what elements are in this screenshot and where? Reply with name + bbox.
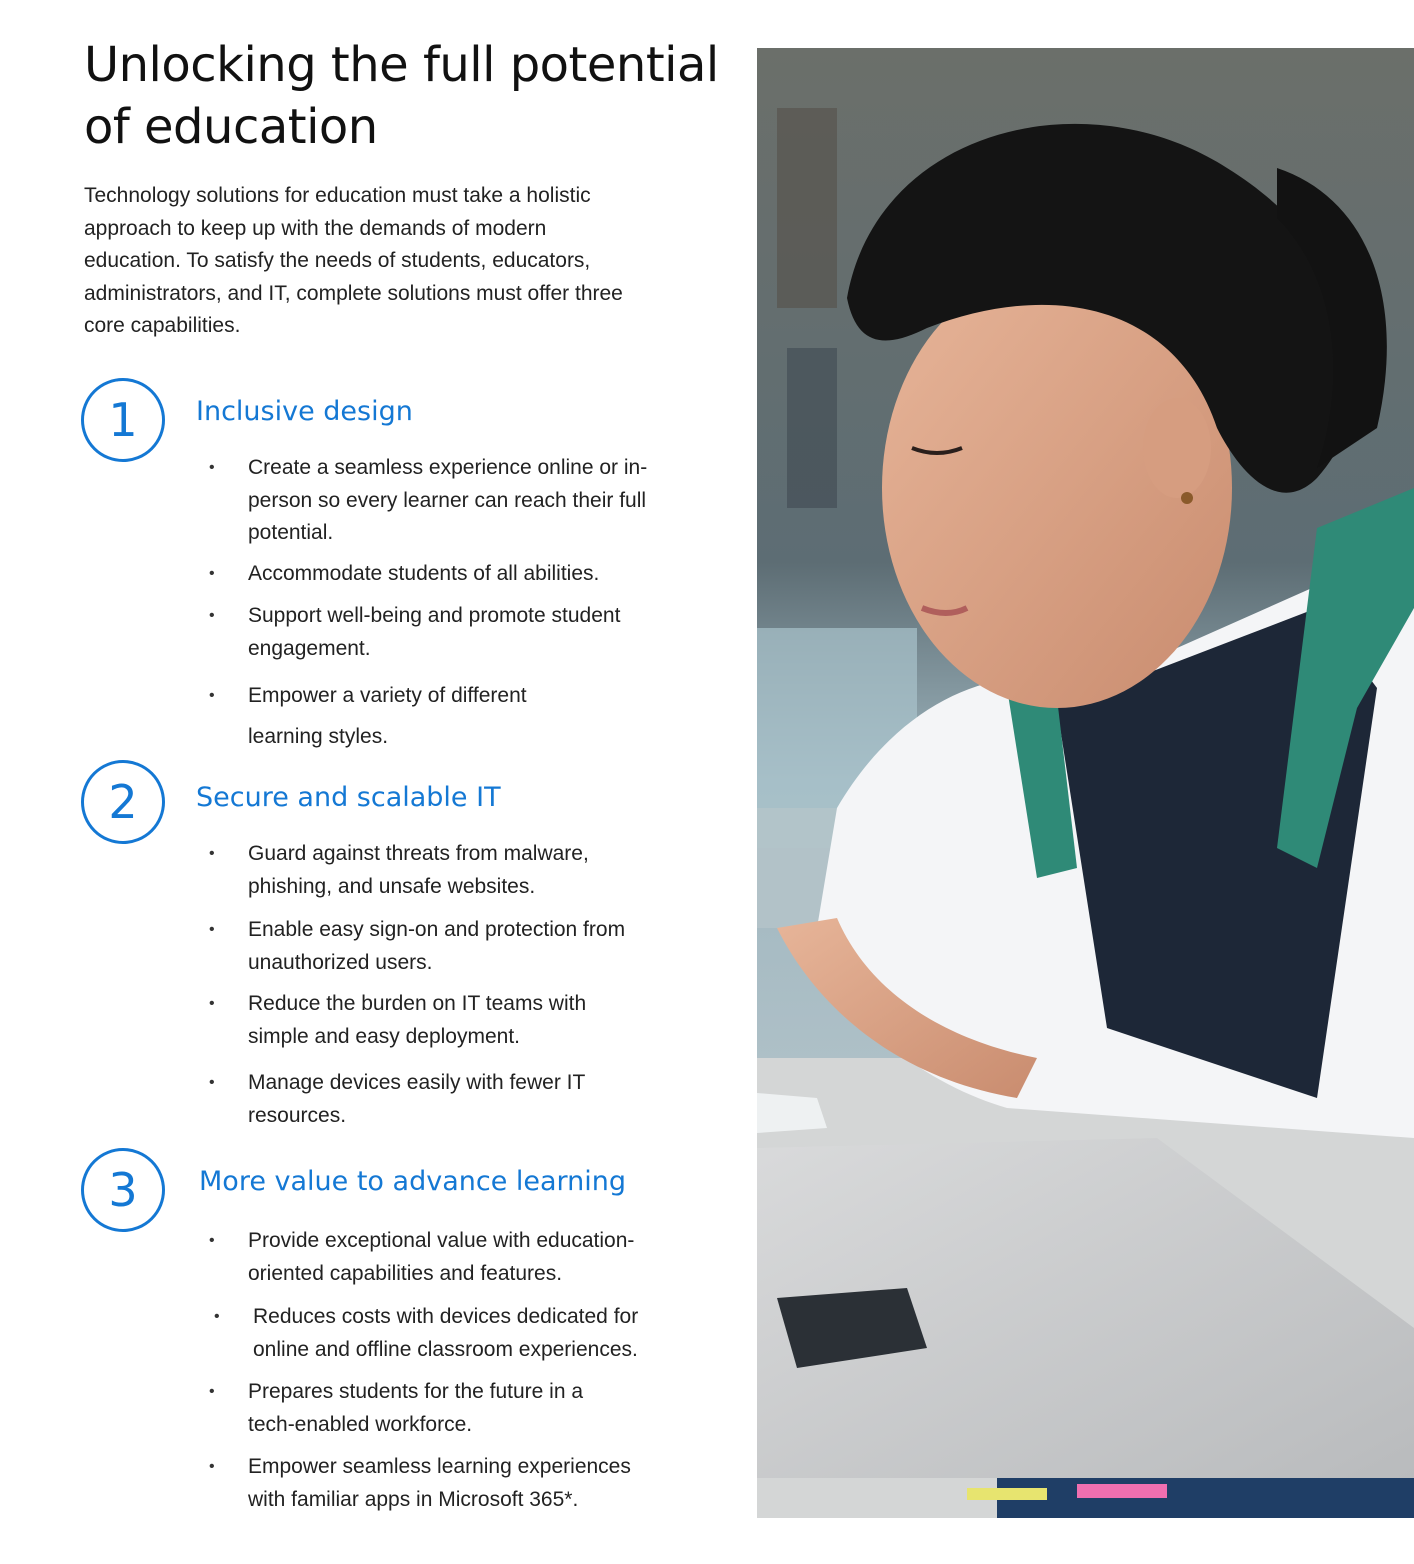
bullet-item: • Guard against threats from malware, phishing, and unsafe websites. bbox=[248, 838, 648, 903]
section-title: Secure and scalable IT bbox=[196, 782, 501, 813]
bullet-item: • Reduces costs with devices dedicated for online and offline classroom experiences. bbox=[253, 1301, 683, 1366]
bullet-item: • Accommodate students of all abilities. bbox=[248, 558, 688, 591]
intro-paragraph: Technology solutions for education must take a holistic approach to keep up with the demands of modern education. To satisfy the needs of students, educators, administrators, and IT, complete solutions must offer three core capabilities. bbox=[84, 184, 623, 337]
bullet-item: • Manage devices easily with fewer IT resources. bbox=[248, 1067, 608, 1132]
section-number-badge: 3 bbox=[81, 1148, 165, 1232]
bullet-item: • Enable easy sign-on and protection from unauthorized users. bbox=[248, 914, 628, 979]
bullet-item: • Support well-being and promote student engagement. bbox=[248, 600, 688, 665]
bullet-item: • Reduce the burden on IT teams with simple and easy deployment. bbox=[248, 988, 648, 1053]
bullet-item: • Prepares students for the future in a tech-enabled workforce. bbox=[248, 1376, 628, 1441]
section-number-badge: 1 bbox=[81, 378, 165, 462]
student-photo bbox=[757, 48, 1414, 1518]
bullet-item: • Empower a variety of different learning styles. bbox=[248, 675, 578, 757]
section-title: Inclusive design bbox=[196, 396, 413, 427]
bullet-item: • Create a seamless experience online or in-person so every learner can reach their full potential. bbox=[248, 452, 688, 550]
bullet-item: • Provide exceptional value with education-oriented capabilities and features. bbox=[248, 1225, 678, 1290]
student-photo-illustration bbox=[757, 48, 1414, 1518]
bullet-item: • Empower seamless learning experiences with familiar apps in Microsoft 365*. bbox=[248, 1451, 668, 1516]
section-number-badge: 2 bbox=[81, 760, 165, 844]
page-title: Unlocking the full potential of education bbox=[84, 37, 719, 155]
section-title: More value to advance learning bbox=[199, 1166, 627, 1197]
